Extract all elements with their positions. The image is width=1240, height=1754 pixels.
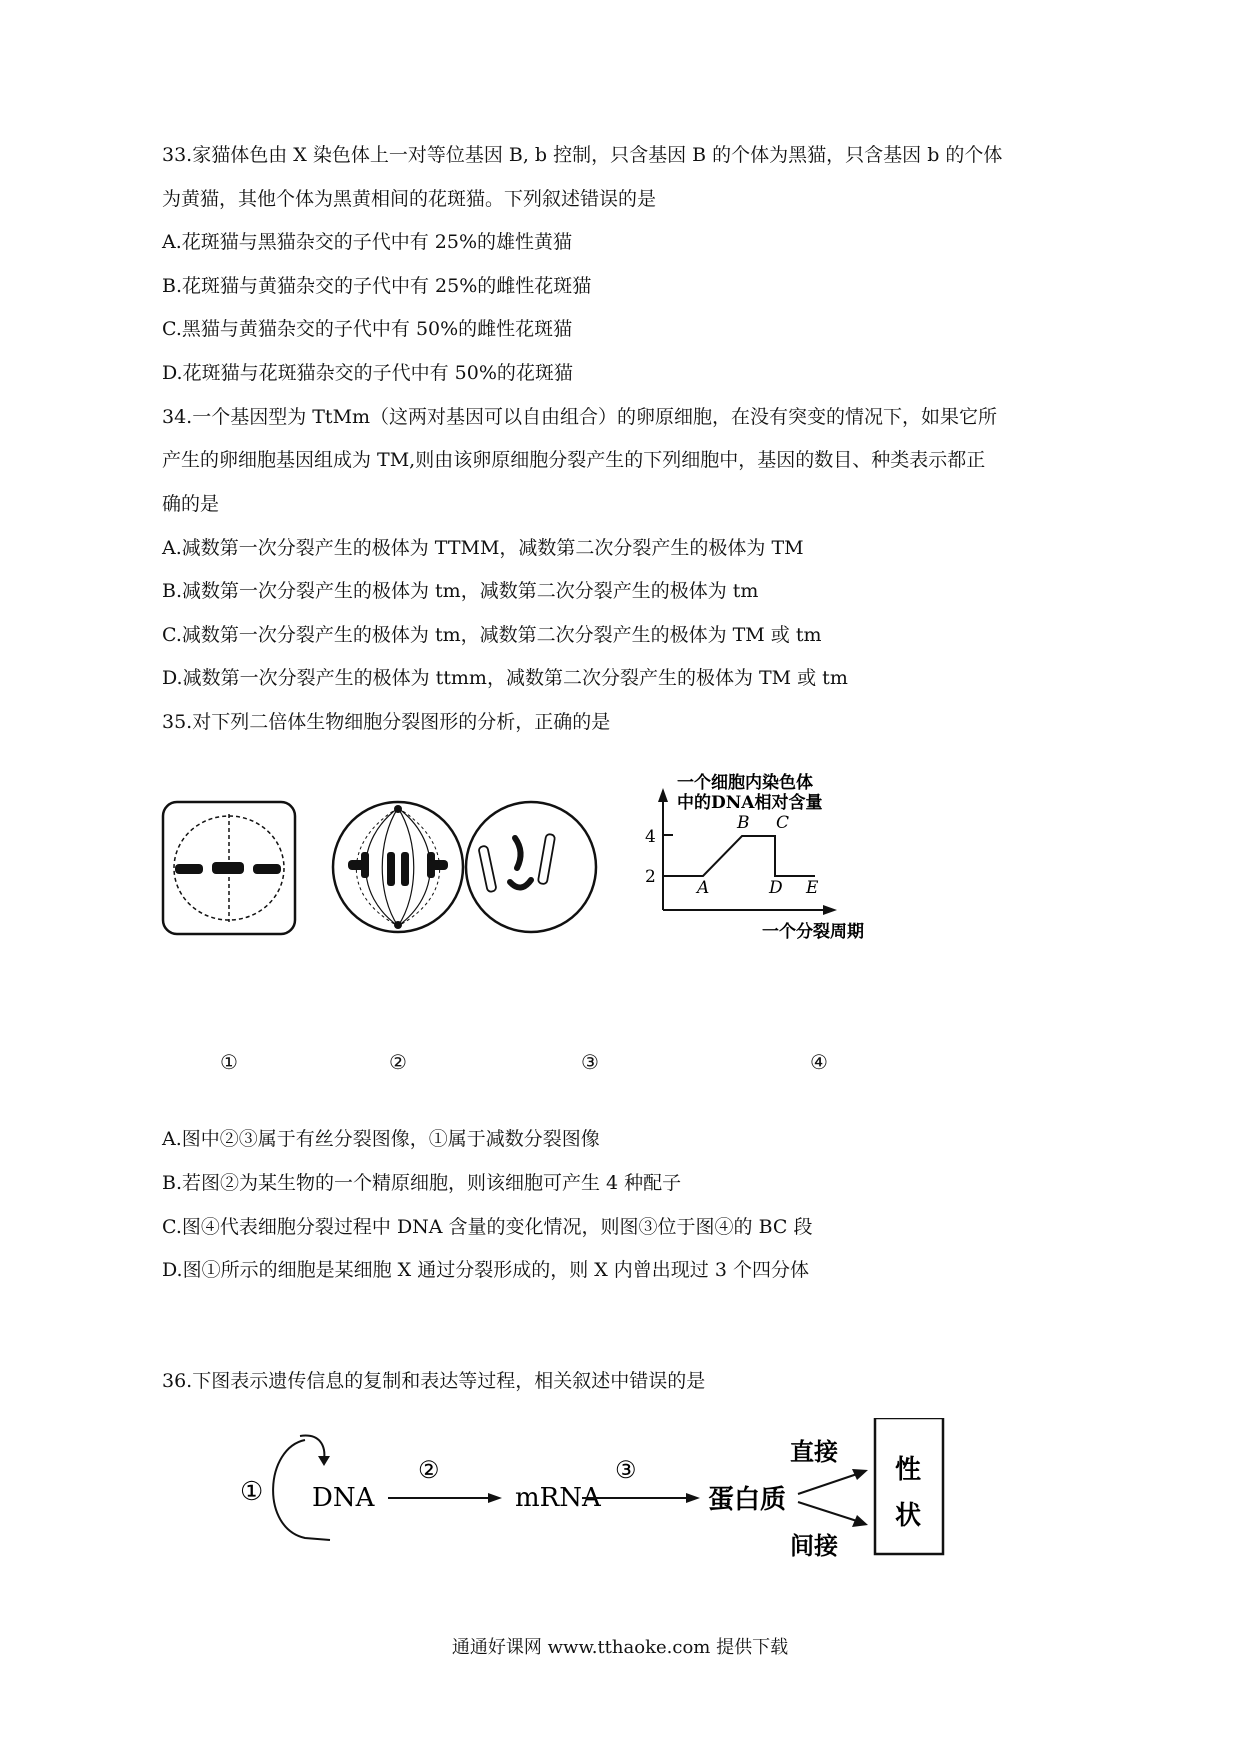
cell-diagram-3: [466, 802, 596, 932]
step-1-label: ①: [240, 1477, 264, 1507]
step-3-label: ③: [615, 1456, 637, 1484]
dna-content-graph: [645, 772, 864, 942]
figure35: [155, 770, 1005, 980]
q35-option-c: C.图④代表细胞分裂过程中 DNA 含量的变化情况，则图③位于图④的 BC 段: [162, 1216, 813, 1238]
graph-y-tick-4: 4: [645, 827, 656, 847]
q35-stem: 35.对下列二倍体生物细胞分裂图形的分析，正确的是: [162, 711, 611, 733]
q34-option-a: A.减数第一次分裂产生的极体为 TTMM，减数第二次分裂产生的极体为 TM: [162, 537, 804, 559]
q34-option-c: C.减数第一次分裂产生的极体为 tm，减数第二次分裂产生的极体为 TM 或 tm: [162, 624, 822, 646]
step-2-label: ②: [418, 1456, 440, 1484]
graph-point-b: B: [737, 813, 750, 833]
figure-label-2: ②: [389, 1050, 407, 1074]
q34-stem-line-3: 确的是: [162, 493, 220, 515]
trait-label-1: 性: [895, 1455, 922, 1485]
figure-label-4: ④: [810, 1050, 828, 1074]
figure36: [230, 1418, 990, 1558]
cell-diagram-2: [333, 802, 463, 932]
indirect-label: 间接: [790, 1531, 838, 1558]
graph-y-tick-2: 2: [645, 867, 656, 887]
figure-label-3: ③: [581, 1050, 599, 1074]
q33-stem-line-1: 33.家猫体色由 X 染色体上一对等位基因 B, b 控制，只含基因 B 的个体为黑猫，只含基因 b 的个体: [162, 144, 1003, 166]
graph-x-label: 一个分裂周期: [762, 922, 864, 942]
q33-option-b: B.花斑猫与黄猫杂交的子代中有 25%的雌性花斑猫: [162, 275, 592, 297]
q35-option-b: B.若图②为某生物的一个精原细胞，则该细胞可产生 4 种配子: [162, 1172, 682, 1194]
graph-point-c: C: [776, 813, 790, 833]
q36-stem: 36.下图表示遗传信息的复制和表达等过程，相关叙述中错误的是: [162, 1370, 706, 1392]
q35-option-d: D.图①所示的细胞是某细胞 X 通过分裂形成的，则 X 内曾出现过 3 个四分体: [162, 1259, 809, 1281]
cell-diagram-1: [163, 802, 295, 934]
q34-option-d: D.减数第一次分裂产生的极体为 ttmm，减数第二次分裂产生的极体为 TM 或 tm: [162, 667, 848, 689]
dna-label: DNA: [312, 1483, 375, 1513]
protein-label: 蛋白质: [708, 1485, 787, 1515]
figure-label-1: ①: [220, 1050, 238, 1074]
q33-option-d: D.花斑猫与花斑猫杂交的子代中有 50%的花斑猫: [162, 362, 573, 384]
mrna-label: mRNA: [515, 1483, 601, 1513]
trait-label-2: 状: [895, 1501, 922, 1531]
page-footer: 通通好课网 www.tthaoke.com 提供下载: [451, 1637, 789, 1658]
graph-y-label-line-2: 中的DNA相对含量: [677, 793, 823, 813]
q35-option-a: A.图中②③属于有丝分裂图像，①属于减数分裂图像: [162, 1128, 600, 1150]
graph-y-label-line-1: 一个细胞内染色体: [677, 773, 813, 793]
direct-label: 直接: [790, 1437, 838, 1466]
q34-stem-line-1: 34.一个基因型为 TtMm（这两对基因可以自由组合）的卵原细胞，在没有突变的情况下，如果它所: [162, 406, 998, 428]
graph-point-e: E: [806, 878, 819, 898]
q33-option-a: A.花斑猫与黑猫杂交的子代中有 25%的雄性黄猫: [162, 231, 573, 253]
q34-option-b: B.减数第一次分裂产生的极体为 tm，减数第二次分裂产生的极体为 tm: [162, 580, 759, 602]
graph-point-a: A: [697, 878, 710, 898]
graph-point-d: D: [769, 878, 783, 898]
q33-option-c: C.黑猫与黄猫杂交的子代中有 50%的雌性花斑猫: [162, 318, 573, 340]
q34-stem-line-2: 产生的卵细胞基因组成为 TM,则由该卵原细胞分裂产生的下列细胞中，基因的数目、种类表示都正: [162, 449, 986, 471]
q33-stem-line-2: 为黄猫，其他个体为黑黄相间的花斑猫。下列叙述错误的是: [162, 188, 657, 210]
